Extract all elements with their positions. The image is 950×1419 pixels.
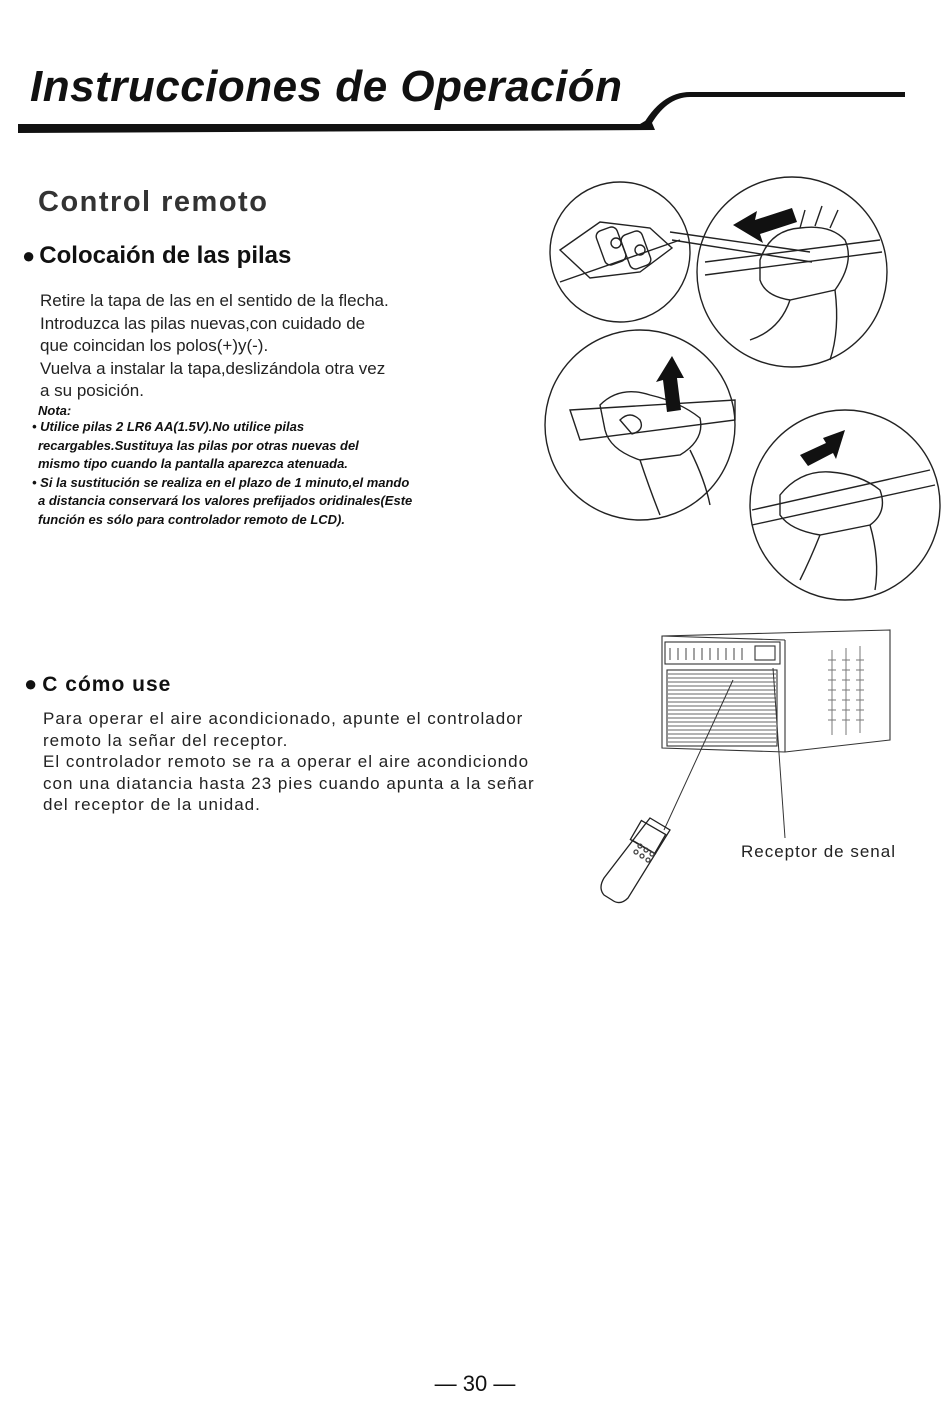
bullet-icon: ● xyxy=(22,243,36,268)
battery-line: Retire la tapa de las en el sentido de la flecha. xyxy=(40,291,389,310)
usage-heading-text: C cómo use xyxy=(42,673,172,696)
signal-receptor-label: Receptor de senal xyxy=(741,842,896,861)
page-title: Instrucciones de Operación xyxy=(30,62,623,111)
page-number: — 30 — xyxy=(434,1371,516,1396)
section-title: Control remoto xyxy=(38,186,269,218)
note-line: • Si la sustitución se realiza en el plazo de 1 minuto,el mando xyxy=(32,474,410,490)
usage-line: Para operar el aire acondicionado, apunte el controlador xyxy=(43,709,524,728)
battery-line: a su posición. xyxy=(40,381,144,400)
note-line: a distancia conservará los valores prefijados oridinales(Este xyxy=(38,493,413,508)
usage-line: con una diatancia hasta 23 pies cuando apunta a la señar xyxy=(43,773,535,793)
note-label: Nota: xyxy=(38,403,72,418)
bullet-icon: ● xyxy=(24,671,39,696)
battery-heading-text: Colocaión de las pilas xyxy=(39,242,292,269)
note-line: función es sólo para controlador remoto de LCD). xyxy=(38,511,345,527)
battery-line: Vuelva a instalar la tapa,deslizándola otra vez xyxy=(40,358,386,378)
battery-line: Introduzca las pilas nuevas,con cuidado de xyxy=(40,313,366,333)
note-line: mismo tipo cuando la pantalla aparezca atenuada. xyxy=(38,456,348,471)
usage-line: del receptor de la unidad. xyxy=(43,795,261,814)
note-line: recargables.Sustituya las pilas por otras nuevas del xyxy=(38,437,359,453)
note-line: • Utilice pilas 2 LR6 AA(1.5V).No utilice pilas xyxy=(32,419,305,434)
battery-line: que coincidan los polos(+)y(-). xyxy=(40,336,269,355)
usage-line: El controlador remoto se ra a operar el aire acondiciondo xyxy=(43,752,530,771)
remote-control-icon xyxy=(601,818,670,903)
usage-line: remoto la señar del receptor. xyxy=(43,730,289,750)
